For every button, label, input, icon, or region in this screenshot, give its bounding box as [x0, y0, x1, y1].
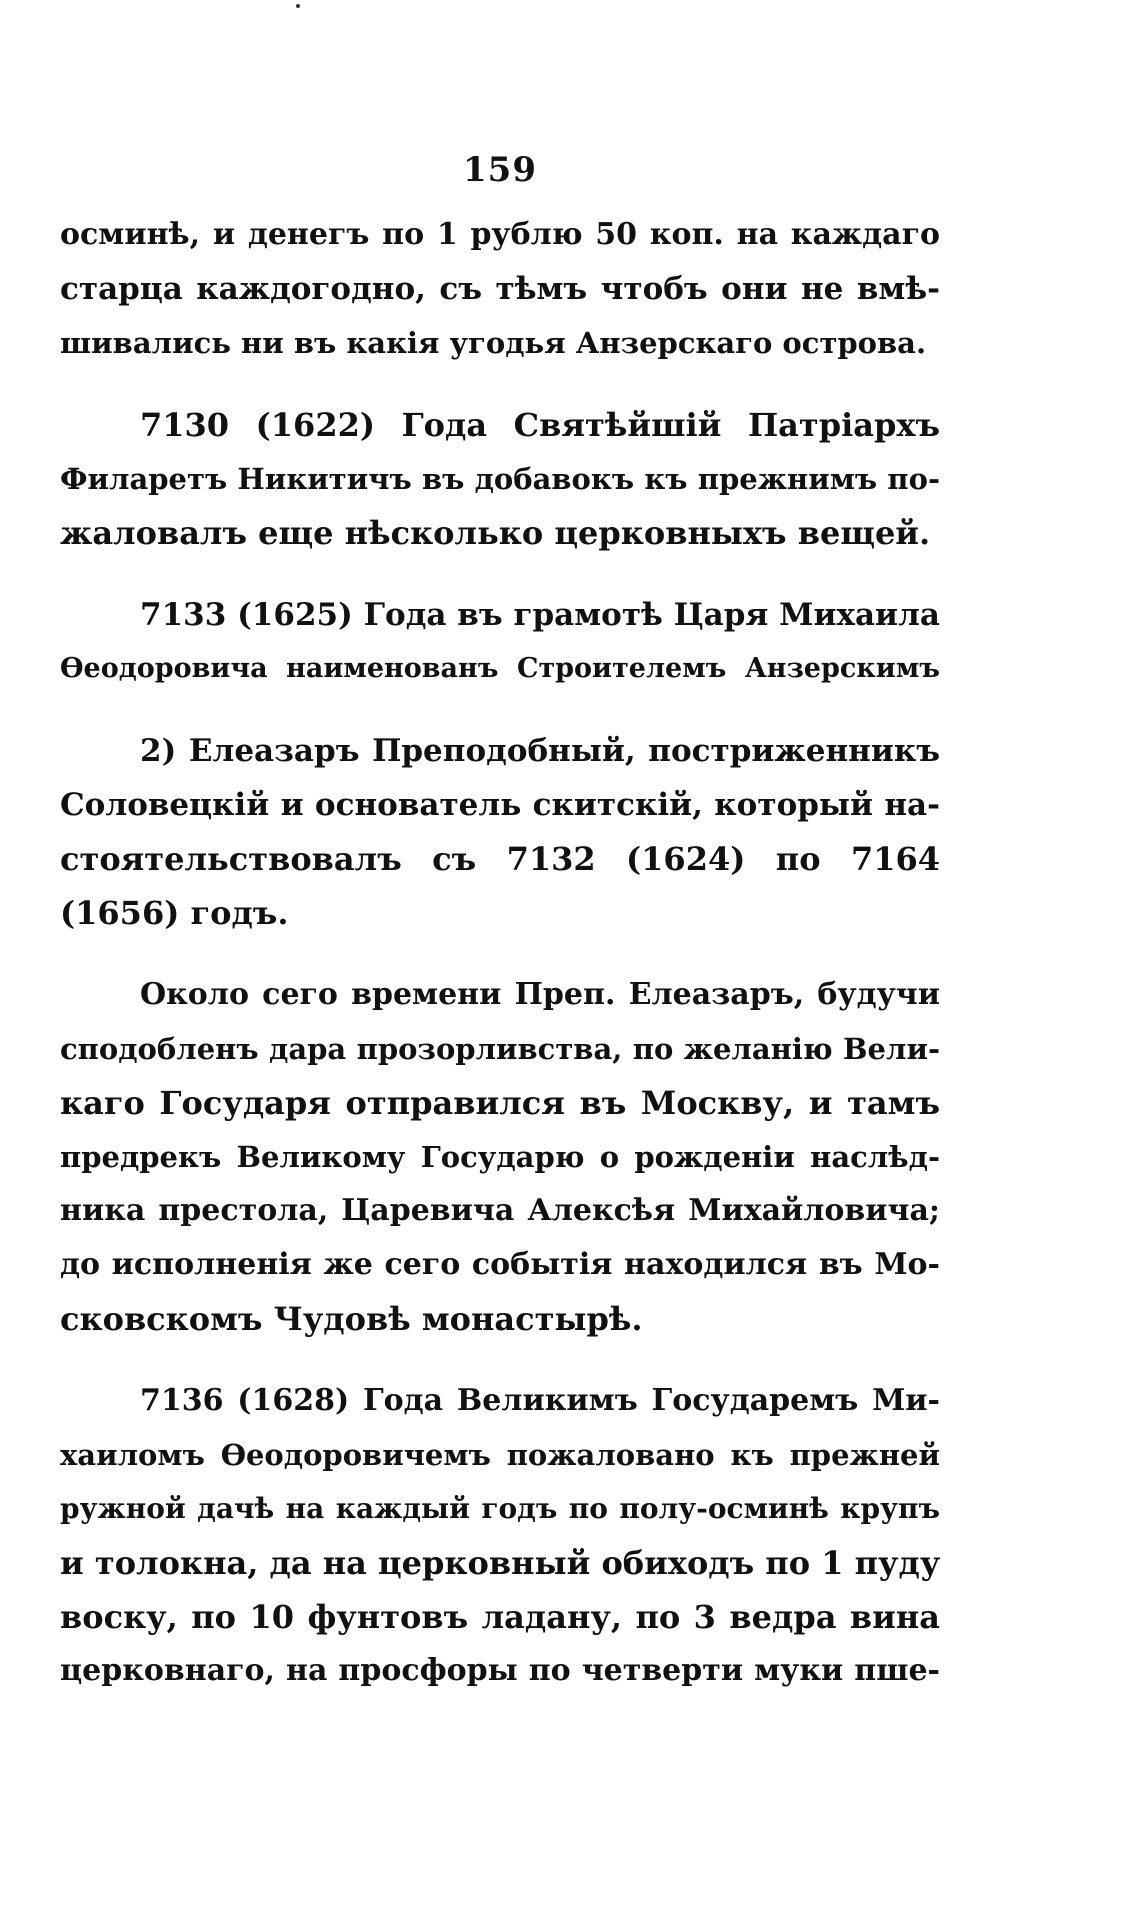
text-line: 7133 (1625) Года въ грамотѣ Царя Михаила [140, 597, 940, 633]
text-line: (1656) годъ. [60, 894, 289, 932]
document-page [60, 150, 940, 1726]
text-line: хаиломъ Ѳеодоровичемъ пожаловано къ прежней [60, 1438, 940, 1472]
text-line: осминѣ, и денегъ по 1 рублю 50 коп. на каждаго [60, 217, 940, 252]
paragraph-continuation [60, 208, 940, 370]
text-line: Ѳеодоровича наименованъ Строителемъ Анзерскимъ [60, 653, 940, 684]
text-line: шивались ни въ какія угодья Анзерскаго острова. [60, 326, 927, 360]
text-line: каго Государя отправился въ Москву, и тамъ [60, 1084, 940, 1122]
text-line: стоятельствовалъ съ 7132 (1624) по 7164 [60, 840, 940, 878]
paragraph-7136 [60, 1374, 940, 1698]
text-line: сподобленъ дара прозорливства, по желанію Вели- [60, 1032, 940, 1066]
text-line: 7136 (1628) Года Великимъ Государемъ Ми- [140, 1383, 940, 1418]
text-line: церковнаго, на просфоры по четверти муки пше- [60, 1653, 940, 1688]
text-line: жаловалъ еще нѣсколько церковныхъ вещей. [60, 514, 931, 552]
text-line: Соловецкій и основатель скитскій, который на- [60, 787, 940, 823]
paragraph-7133 [60, 588, 940, 696]
text-line: и толокна, да на церковный обиходъ по 1 пуду [60, 1544, 941, 1582]
text-line: старца каждогодно, съ тѣмъ чтобъ они не вмѣ- [60, 271, 940, 307]
text-line: ника престола, Царевича Алексѣя Михайловича; [60, 1193, 940, 1228]
text-line: ружной дачѣ на каждый годъ по полу-осминѣ крупъ [60, 1492, 940, 1525]
print-speck [296, 4, 300, 8]
text-line: 2) Елеазаръ Преподобный, постриженникъ [140, 733, 940, 769]
text-line: 7130 (1622) Года Святѣйшій Патріархъ [140, 406, 940, 444]
text-line: Филаретъ Никитичъ въ добавокъ къ прежнимъ по- [60, 462, 940, 496]
page-number: 159 [463, 150, 537, 190]
text-line: предрекъ Великому Государю о рожденіи наслѣд- [60, 1140, 940, 1174]
text-line: Около сего времени Преп. Елеазаръ, будучи [140, 977, 940, 1012]
text-line: сковскомъ Чудовѣ монастырѣ. [60, 1300, 643, 1338]
paragraph-prophecy [60, 968, 940, 1346]
paragraph-eleazar [60, 724, 940, 940]
text-line: до исполненія же сего событія находился въ Мо- [60, 1247, 940, 1282]
paragraph-7130 [60, 398, 940, 560]
text-line: воску, по 10 фунтовъ ладану, по 3 ведра вина [60, 1598, 940, 1636]
